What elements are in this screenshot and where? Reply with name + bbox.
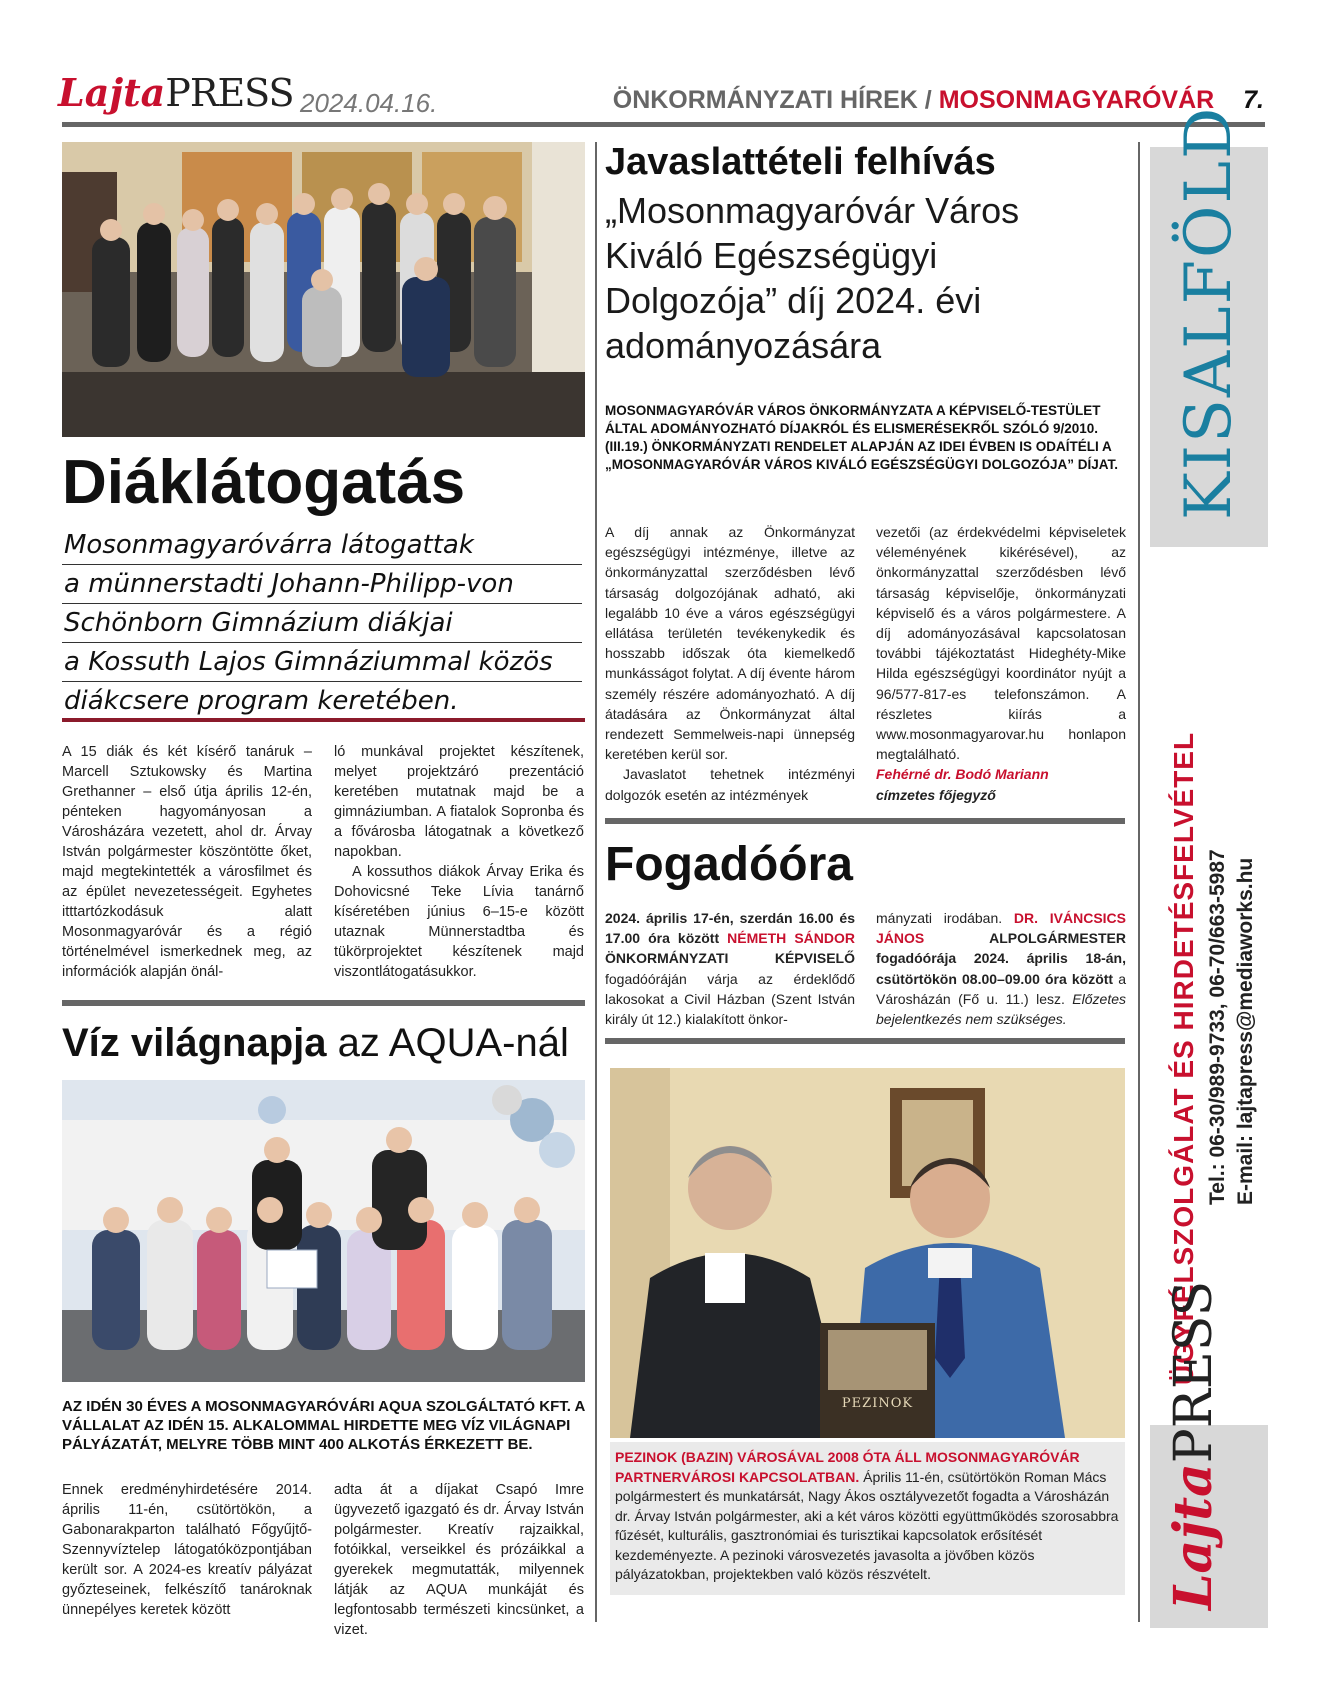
call-body-p2: Javaslatot tehetnek intézményi dolgozók esetén az intézmények [605, 766, 855, 803]
student-group-photo [62, 142, 585, 437]
call-body-col2 [876, 522, 1126, 805]
visit-lead-line: diákcsere program keretében. [64, 686, 459, 716]
kisalfold-logo: KISALFÖLD [1172, 105, 1246, 520]
call-body-col1 [605, 522, 855, 805]
visit-body-col2 [334, 742, 584, 982]
visit-lead [62, 526, 582, 720]
visit-body-p2: A kossuthos diákok Árvay Erika és Dohovicsné Teke Lívia tanárnő kíséretében június 6–15-e között utaznak Münnerstadtba és tükörprojektet készítenek majd viszontlátogatásukkor. [334, 864, 584, 980]
office-col1-role: ÖNKORMÁNYZATI KÉPVISELŐ [605, 950, 855, 967]
call-title-line: „Mosonmagyaróvár Város [605, 190, 1020, 231]
office-col2-start: mányzati irodában. [876, 910, 1003, 926]
pezinok-top-rule [605, 1038, 1125, 1044]
water-lead: AZ IDÉN 30 ÉVES A MOSONMAGYARÓVÁRI AQUA SZOLGÁLTATÓ KFT. A VÁLLALAT AZ IDÉN 15. ALKALOMMAL HIRDETTE MEG VÍZ VILÁGNAPI PÁLYÁZATÁT, MELYRE TÖBB MINT 400 ALKOTÁS ÉRKEZETT BE. [62, 1398, 585, 1453]
service-email: E-mail: lajtapress@mediaworks.hu [1234, 857, 1257, 1205]
header-rule [62, 122, 1265, 127]
office-col2 [876, 908, 1126, 1029]
office-col1-text: fogadóóráján várja az érdeklődő lakosokat a Civil Házban (Szent István király út 12.) kialakított önkor- [605, 970, 855, 1028]
visit-lead-line: a münnerstadti Johann-Philipp-von [62, 565, 582, 604]
call-kicker: Javaslattételi felhívás [605, 141, 996, 183]
visit-lead-line: a Kossuth Lajos Gimnáziummal közös [62, 643, 582, 682]
pezinok-photo [610, 1068, 1125, 1438]
office-col2-text: a Városházán (Fő u. 11.) lesz. [876, 970, 1127, 1007]
sidebar-logo-press: PRESS [1164, 1280, 1224, 1464]
office-col1-date: 2024. április 17-én, szerdán 16.00 és 17.00 óra között [605, 910, 855, 947]
office-top-rule [605, 818, 1125, 824]
page-number: 7. [1243, 86, 1264, 114]
call-body-col2-text: vezetői (az érdekvédelmi képviseletek véleményének kikérésével), az önkormányzattal szerződésben lévő társaság képviselője, önkormányzati képviselő és a város polgármestere. A díj adományozásával kapcsolatosan további tájékoztatást Hideghéty-Mike Hilda egészségügyi koordinátor nyújt a 96/577-817-es telefonszámon. A részletes kiírás a www.mosonmagyarovar.hu honlapon megtalálható. [876, 524, 1126, 763]
pezinok-caption [610, 1442, 1125, 1595]
water-title-rest: az AQUA-nál [326, 1021, 569, 1065]
column-divider [595, 142, 597, 1622]
office-col1-person: NÉMETH SÁNDOR [727, 930, 855, 947]
water-title-bold: Víz világnapja [62, 1021, 327, 1065]
section-header [613, 86, 1264, 115]
section-prefix: ÖNKORMÁNYZATI HÍREK / [612, 86, 932, 114]
logo-press: PRESS [165, 71, 294, 115]
visit-lead-line: Mosonmagyaróvárra látogattak [62, 526, 582, 565]
office-title: Fogadóóra [605, 838, 853, 891]
service-heading: ÜGYFÉLSZOLGÁLAT ÉS HIRDETÉSFELVÉTEL [1168, 731, 1199, 1385]
visit-body-col1: A 15 diák és két kísérő tanáruk – Marcell Sztukowsky és Martina Grethanner – első útja április 12-én, pénteken hagyományosan a Városházára vezetett, ahol dr. Árvay István polgármester köszöntötte őket, majd megtekintették a városfilmet és az épület nevezetességeit. Egyhetes itttartózkodásuk alatt Mosonmagyaróvár és a régió történelmével ismerkednek meg, az információk alapján önál- [62, 744, 312, 980]
logo-lajta: Lajta [58, 70, 166, 115]
section-city: MOSONMAGYARÓVÁR [938, 86, 1215, 114]
sidebar-logo-lajta: Lajta [1163, 1463, 1224, 1610]
lajtapress-logo [58, 70, 294, 115]
sidebar-divider [1138, 142, 1140, 1622]
call-title-line: Kiváló Egészségügyi [605, 235, 938, 276]
pezinok-caption-text: Április 11-én, csütörtökön Roman Mács polgármestert és munkatársát, Nagy Ákos osztályvezetőt fogadta a Városházán dr. Árvay István polgármester, aki a két város közötti együttműködés szorosabbra fűzését, kulturális, gasztronómiai és turisztikai kapcsolatok erősítését kezdeményezte. A pezinoki városvezetés javasolta a jövőben közös pályázatokban, projektekben való közös részvételt. [615, 1468, 1119, 1582]
water-body-col1: Ennek eredményhirdetésére 2014. április 11-én, csütörtökön, a Gabonarakparton található Főgyűjtő-Szennyvíztelep látogatóközpontjában került sor. A 2024-es kreatív pályázat győzteseinek, felkészítő tanároknak ünnepélyes keretek között [62, 1482, 312, 1618]
visit-title: Diáklátogatás [62, 448, 466, 517]
office-col2-person: DR. IVÁNCSICS JÁNOS [876, 910, 1126, 947]
issue-date: 2024.04.16. [300, 88, 438, 118]
office-col2-note: Előzetes bejelentkezés nem szükséges. [876, 990, 1126, 1028]
signature-name: Fehérné dr. Bodó Mariann [876, 766, 1049, 783]
pezinok-caption-lead: PEZINOK (BAZIN) VÁROSÁVAL 2008 ÓTA ÁLL MOSONMAGYARÓVÁR PARTNERVÁROSI KAPCSOLATBAN. [615, 1449, 1080, 1485]
call-title-line: Dolgozója” díj 2024. évi [605, 280, 982, 321]
visit-body-p1: ló munkával projektet készítenek, melyet projektzáró prezentáció keretében mutatnak majd be a gimnáziumban. A fiatalok Sopronba és a fővárosba látogatnak a következő napokban. [334, 744, 584, 860]
water-top-rule [62, 1000, 585, 1006]
visit-lead-rule [62, 718, 585, 722]
call-lead: MOSONMAGYARÓVÁR VÁROS ÖNKORMÁNYZATA A KÉPVISELŐ-TESTÜLET ÁLTAL ADOMÁNYOZHATÓ DÍJAKRÓL ÉS ELISMERÉSEKRŐL SZÓLÓ 9/2010. (III.19.) ÖNKORMÁNYZATI RENDELET ALAPJÁN AZ IDEI ÉVBEN IS ODAÍTÉLI A „MOSONMAGYARÓVÁR VÁROS KIVÁLÓ EGÉSZSÉGÜGYI DOLGOZÓJA” DÍJAT. [605, 403, 1119, 472]
water-title [62, 1018, 569, 1068]
visit-lead-line: Schönborn Gimnázium diákjai [62, 604, 582, 643]
call-title-line: adományozására [605, 325, 882, 366]
call-title [605, 188, 1125, 368]
office-col2-details: ALPOLGÁRMESTER fogadóórája 2024. április 18-án, csütörtökön 08.00–09.00 óra között [876, 930, 1126, 987]
water-body-col2: adta át a díjakat Csapó Imre ügyvezető igazgató és dr. Árvay István polgármester. Kreatív rajzaikkal, fotóikkal, verseikkel és prózáikkal a gyerekek megmutatták, milyennek látják az AQUA munkáját és legfontosabb természeti kincsünket, a vizet. [334, 1482, 584, 1638]
sidebar-lajtapress-logo [1163, 1280, 1224, 1610]
signature-title: címzetes főjegyző [876, 786, 996, 803]
call-body-p1: A díj annak az Önkormányzat egészségügyi intézménye, illetve az önkormányzattal szerződésben lévő társaság dolgozójának adható, aki legalább 10 éve a város egészségügyi ellátása területén tevékenykedik és hosszabb időszak óta kiemelkedő munkásságot folytat. A díj évente három személy részére adományozható. A díj átadására az Önkormányzat által rendezett Semmelweis-napi ünnepség keretében kerül sor. [605, 524, 855, 763]
office-col1 [605, 908, 855, 1029]
book-title: PEZINOK [841, 1396, 914, 1411]
water-day-photo [62, 1080, 585, 1382]
service-phone: Tel.: 06-30/989-9733, 06-70/663-5987 [1206, 849, 1229, 1205]
